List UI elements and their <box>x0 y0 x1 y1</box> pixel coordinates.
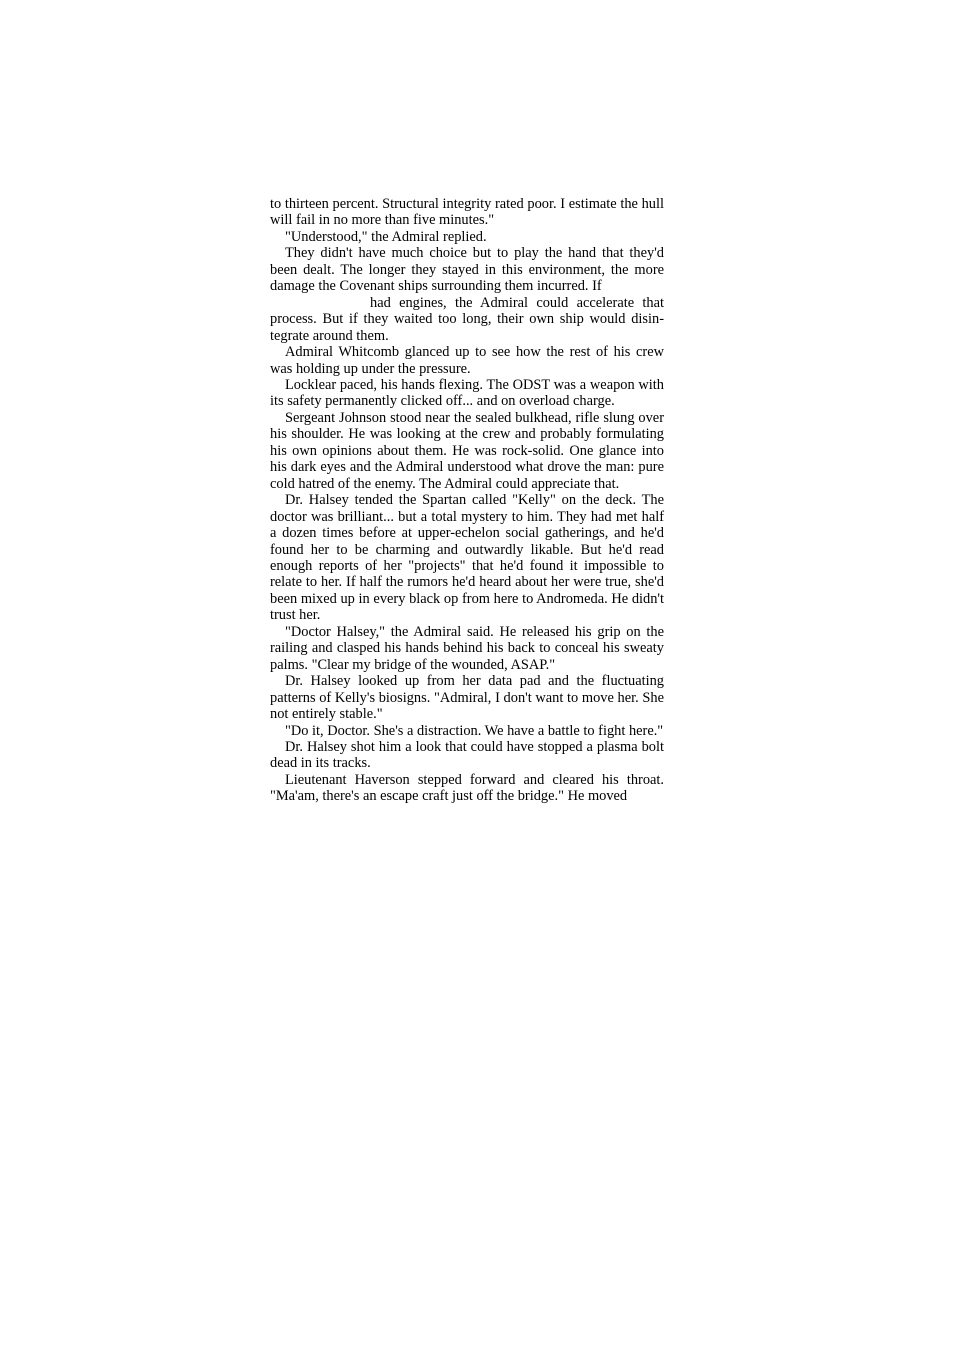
page-text <box>270 196 664 805</box>
paragraph: Dr. Halsey looked up from her data pad and the fluctuating patterns of Kelly's biosigns. "Admiral, I don't want to move her. She not entirely stable." <box>270 673 664 723</box>
paragraph: "Do it, Doctor. She's a distraction. We have a battle to fight here." <box>285 722 664 739</box>
paragraph: Dr. Halsey shot him a look that could have stopped a plasma bolt dead in its tracks. <box>270 738 664 772</box>
paragraph: Locklear paced, his hands flexing. The ODST was a weapon with its safety permanently clicked off... and on overload charge. <box>270 376 664 410</box>
paragraph: Admiral Whitcomb glanced up to see how the rest of his crew was holding up under the pressure. <box>270 344 664 377</box>
paragraph: to thirteen percent. Structural integrity rated poor. I estimate the hull will fail in no more than five minutes." <box>270 196 664 229</box>
paragraph-continuation <box>270 295 664 344</box>
paragraph: "Understood," the Admiral replied. <box>285 228 487 245</box>
paragraph: "Doctor Halsey," the Admiral said. He released his grip on the railing and clasped his hands behind his back to conceal his sweaty palms. "Clear my bridge of the wounded, ASAP." <box>270 623 664 673</box>
paragraph: Lieutenant Haverson stepped forward and cleared his throat. "Ma'am, there's an escape craft just off the bridge." He moved <box>270 771 664 805</box>
paragraph-continuation-text: had engines, the Admiral could accelerate that process. But if they waited too long, their own ship would disintegrate around them. <box>270 294 664 344</box>
paragraph: Dr. Halsey tended the Spartan called "Kelly" on the deck. The doctor was brilliant... but a total mystery to him. They had met half a dozen times before at upper-echelon social gatherings, and he'd found her to be charming and outwardly likable. But he'd read enough reports of her "projects" that he'd found it impossible to relate to her. If half the rumors he'd heard about her were true, she'd been mixed up in every black op from here to Andromeda. He didn't trust her. <box>270 492 664 624</box>
paragraph: Sergeant Johnson stood near the sealed bulkhead, rifle slung over his shoulder. He was looking at the crew and probably formulating his own opinions about them. He was rock-solid. One glance into his dark eyes and the Admiral understood what drove the man: pure cold hatred of the enemy. The Admiral could appreciate that. <box>270 409 664 492</box>
paragraph: They didn't have much choice but to play the hand that they'd been dealt. The longer they stayed in this environment, the more damage the Covenant ships surrounding them incurred. If <box>270 245 664 295</box>
